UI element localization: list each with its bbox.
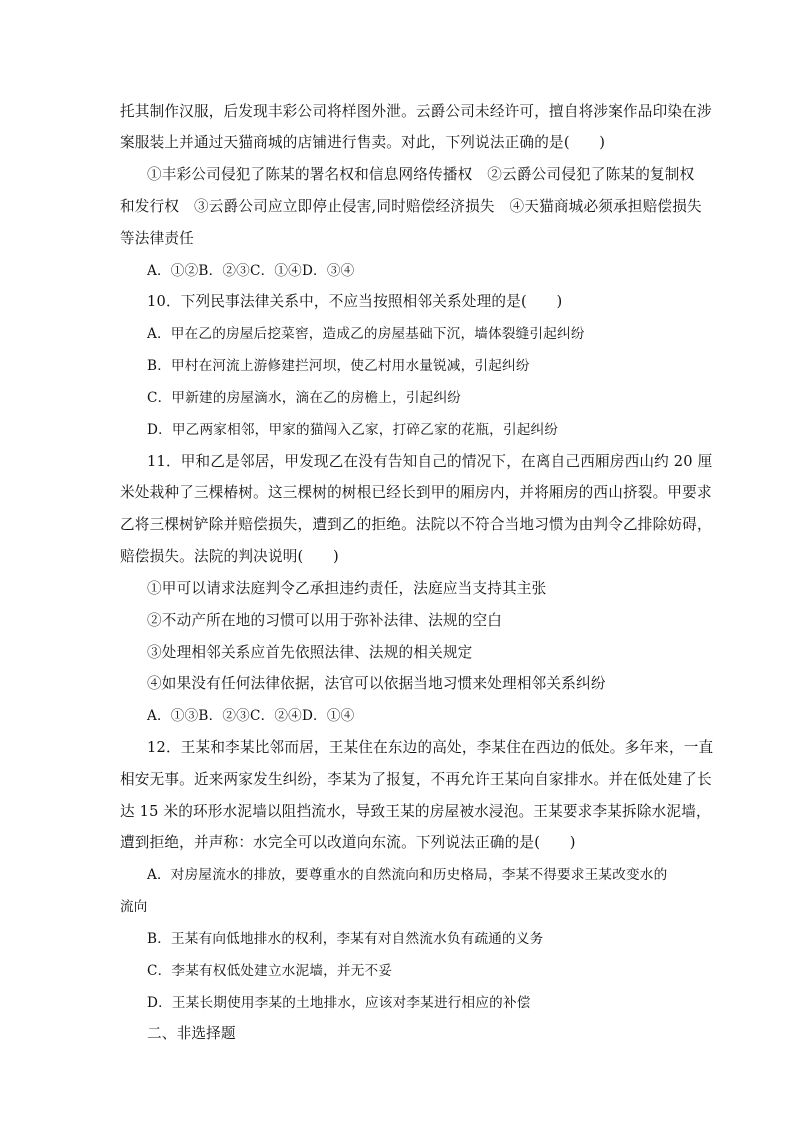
section-heading: 二、非选择题 <box>147 1025 236 1042</box>
q9-stem-line-2: 案服装上并通过天猫商城的店铺进行售卖。对此，下列说法正确的是( ) <box>120 134 606 151</box>
q11-statement-2: ②不动产所在地的习惯可以用于弥补法律、法规的空白 <box>147 612 503 629</box>
q9-statement-line-3: 等法律责任 <box>120 230 194 247</box>
q9-options: A．①②B．②③C．①④D．③④ <box>147 263 355 279</box>
q9-stem-line-1: 托其制作汉服，后发现丰彩公司将样图外泄。云爵公司未经许可，擅自将涉案作品印染在涉 <box>120 103 712 120</box>
q10-option-b: B．甲村在河流上游修建拦河坝，使乙村用水量锐减，引起纠纷 <box>147 358 530 374</box>
q12-option-a-line-2: 流向 <box>120 899 148 915</box>
q12-stem-line-4: 遭到拒绝，并声称：水完全可以改道向东流。下列说法正确的是( ) <box>120 834 576 851</box>
q10-stem: 10．下列民事法律关系中，不应当按照相邻关系处理的是( ) <box>147 293 563 310</box>
q11-statement-1: ①甲可以请求法庭判令乙承担违约责任，法庭应当支持其主张 <box>147 580 547 597</box>
q12-option-d: D．王某长期使用李某的土地排水，应该对李某进行相应的补偿 <box>147 995 531 1011</box>
q9-statement-line-1: ①丰彩公司侵犯了陈某的署名权和信息网络传播权 ②云爵公司侵犯了陈某的复制权 <box>147 166 695 183</box>
q10-option-c: C．甲新建的房屋滴水，滴在乙的房檐上，引起纠纷 <box>147 390 462 406</box>
q11-statement-4: ④如果没有任何法律依据，法官可以依据当地习惯来处理相邻关系纠纷 <box>147 675 606 692</box>
q12-option-a-line-1: A．对房屋流水的排放，要尊重水的自然流向和历史格局，李某不得要求王某改变水的 <box>147 867 668 883</box>
q11-stem-line-1: 11．甲和乙是邻居，甲发现乙在没有告知自己的情况下，在离自己西厢房西山约 20 厘 <box>147 453 713 470</box>
q10-option-a: A．甲在乙的房屋后挖菜窖，造成乙的房屋基础下沉，墙体裂缝引起纠纷 <box>147 326 585 342</box>
q12-stem-line-3: 达 15 米的环形水泥墙以阻挡流水，导致王某的房屋被水浸泡。王某要求李某拆除水泥墙， <box>120 803 711 820</box>
q11-stem-line-2: 米处栽种了三棵椿树。这三棵树的树根已经长到甲的厢房内，并将厢房的西山挤裂。甲要求 <box>120 484 712 501</box>
q12-option-b: B．王某有向低地排水的权利，李某有对自然流水负有疏通的义务 <box>147 931 544 947</box>
q12-stem-line-2: 相安无事。近来两家发生纠纷，李某为了报复，不再允许王某向自家排水。并在低处建了长 <box>120 771 712 788</box>
q11-options: A．①③B．②③C．②④D．①④ <box>147 708 355 724</box>
q11-stem-line-3: 乙将三棵树铲除并赔偿损失，遭到乙的拒绝。法院以不符合当地习惯为由判令乙排除妨碍， <box>120 516 712 533</box>
q10-option-d: D．甲乙两家相邻，甲家的猫闯入乙家，打碎乙家的花瓶，引起纠纷 <box>147 422 559 438</box>
q11-stem-line-4: 赔偿损失。法院的判决说明( ) <box>120 548 339 565</box>
q11-statement-3: ③处理相邻关系应首先依照法律、法规的相关规定 <box>147 644 473 661</box>
q12-stem-line-1: 12．王某和李某比邻而居，王某住在东边的高处，李某住在西边的低处。多年来，一直 <box>147 739 714 756</box>
q12-option-c: C．李某有权低处建立水泥墙，并无不妥 <box>147 963 393 979</box>
q9-statement-line-2: 和发行权 ③云爵公司应立即停止侵害,同时赔偿经济损失 ④天猫商城必须承担赔偿损失 <box>120 198 702 215</box>
